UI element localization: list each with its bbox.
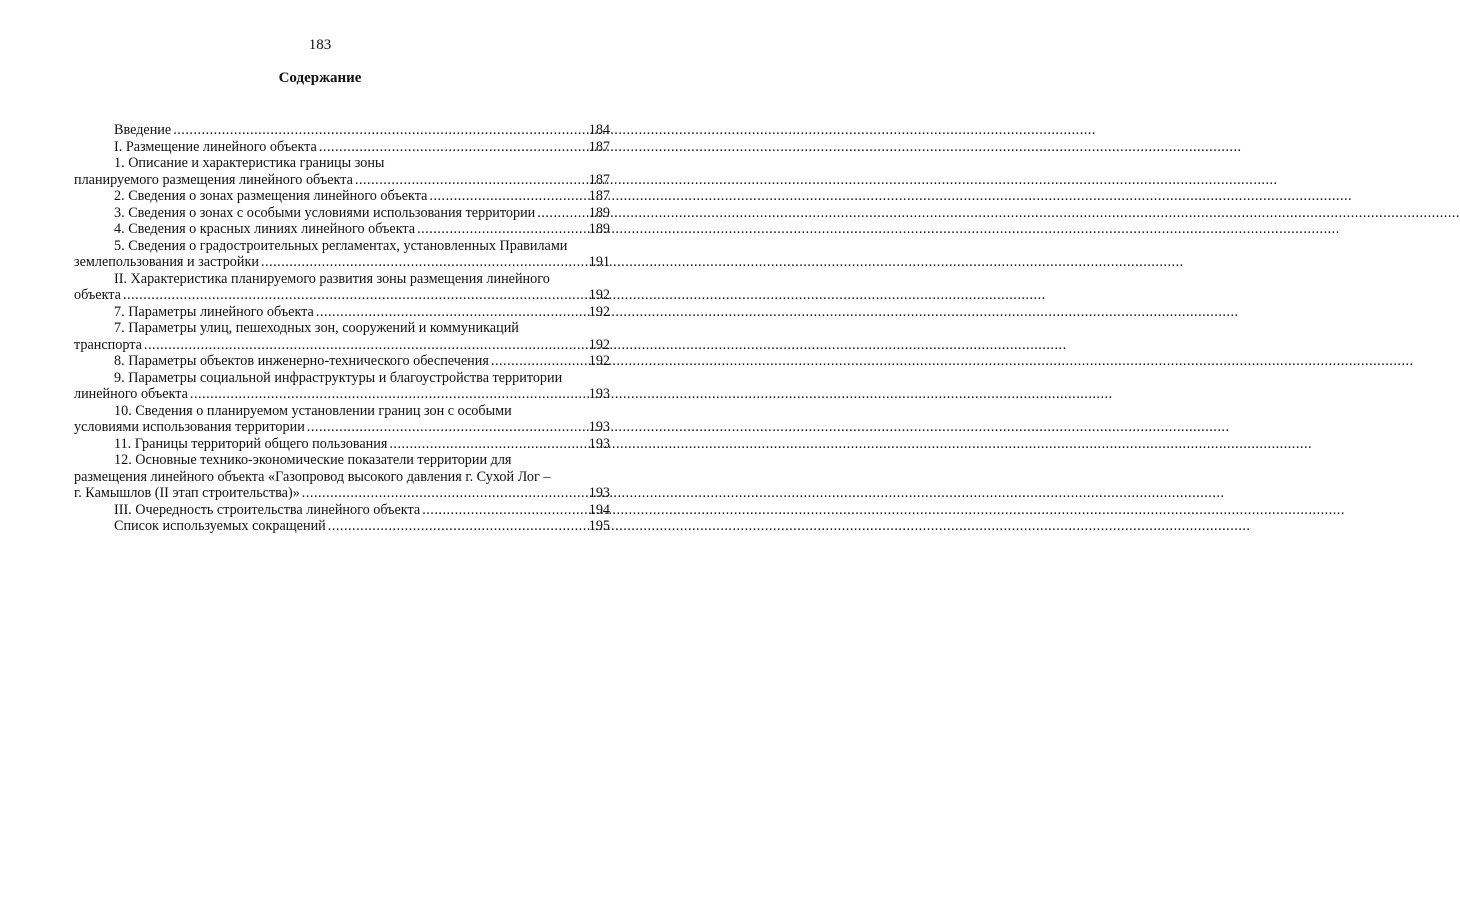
toc-entry-text: Список используемых сокращений [114, 518, 326, 534]
toc-entry [74, 221, 610, 238]
toc-page-number: 187 [588, 188, 610, 204]
toc-entry-text: 10. Сведения о планируемом установлении границ зон с особыми [114, 402, 512, 419]
toc-entry-text: 5. Сведения о градостроительных регламентах, установленных Правилами [114, 237, 568, 254]
toc-entry-text: 1. Описание и характеристика границы зоны [114, 155, 385, 171]
toc-page-number: 195 [588, 518, 610, 534]
dot-leader [537, 205, 584, 222]
dot-leader [190, 386, 584, 403]
dot-leader [316, 304, 584, 321]
toc-entry-text: размещения линейного объекта «Газопровод высокого давления г. Сухой Лог – [74, 468, 551, 485]
dot-leader [491, 353, 584, 370]
dot-leader [422, 502, 584, 519]
toc-entry-line [74, 452, 610, 469]
toc-entry [74, 238, 610, 271]
toc-page-number: 193 [588, 485, 610, 501]
toc-entry-line [74, 122, 610, 139]
toc-page-number: 192 [588, 353, 610, 369]
toc-entry [74, 139, 610, 156]
toc-title: Содержание [278, 70, 362, 86]
toc-entry-text: 7. Параметры линейного объекта [114, 303, 314, 320]
toc-entry-line [74, 403, 610, 420]
toc-entry-text: 11. Границы территорий общего пользования [114, 435, 388, 452]
toc-entry-line [74, 205, 610, 222]
toc-entry-line [74, 271, 610, 288]
dot-leader [144, 337, 584, 354]
toc-page-number: 189 [588, 204, 610, 221]
toc-entry-continuation [74, 419, 610, 436]
toc-entry-text: II. Характеристика планируемого развития зоны размещения линейного [114, 270, 550, 287]
toc-entry-continuation [74, 337, 610, 354]
toc-page-number: 193 [588, 435, 610, 452]
dot-leader [123, 287, 584, 304]
toc-page-number: 193 [588, 419, 610, 435]
toc-entry [74, 502, 610, 519]
dot-leader [417, 221, 584, 238]
toc-entry-line [74, 320, 610, 337]
toc-entry-continuation [74, 386, 610, 403]
toc-page-number: 191 [588, 254, 610, 270]
toc-entry [74, 518, 610, 535]
toc-page-number: 194 [588, 501, 610, 518]
toc-entry [74, 403, 610, 436]
toc-entry-text: I. Размещение линейного объекта [114, 138, 317, 155]
toc-page-number: 192 [588, 303, 610, 320]
toc-entry-text: условиями использования территории [74, 419, 305, 435]
toc-entry-text: 4. Сведения о красных линиях линейного объекта [114, 221, 416, 237]
table-of-contents [74, 122, 610, 535]
toc-entry-text: землепользования и застройки [74, 254, 259, 270]
toc-entry-line [74, 139, 610, 156]
toc-entry-text: Введение [114, 122, 172, 138]
toc-page-number: 189 [588, 221, 610, 237]
toc-entry-line [74, 221, 610, 238]
toc-entry-line [74, 436, 610, 453]
toc-entry-text: г. Камышлов (II этап строительства)» [74, 485, 300, 501]
toc-entry [74, 436, 610, 453]
toc-entry-text: 2. Сведения о зонах размещения линейного объекта [114, 188, 428, 204]
toc-entry-text: планируемого размещения линейного объекта [74, 171, 353, 188]
toc-entry-line [74, 238, 610, 255]
dot-leader [429, 188, 584, 205]
toc-page-number: 184 [588, 122, 610, 138]
toc-entry-line [74, 353, 610, 370]
toc-entry [74, 320, 610, 353]
toc-entry [74, 271, 610, 304]
toc-entry [74, 370, 610, 403]
toc-entry-line [74, 304, 610, 321]
toc-entry-continuation [74, 469, 610, 486]
toc-entry-line [74, 155, 610, 172]
toc-entry-continuation [74, 254, 610, 271]
toc-entry-continuation [74, 287, 610, 304]
dot-leader [173, 122, 584, 139]
toc-entry [74, 122, 610, 139]
toc-entry-line [74, 370, 610, 387]
toc-entry [74, 205, 610, 222]
toc-entry-text: объекта [74, 287, 121, 303]
toc-entry-line [74, 188, 610, 205]
toc-page-number: 187 [588, 171, 610, 188]
toc-page-number: 192 [588, 336, 610, 353]
toc-entry-text: III. Очередность строительства линейного объекта [114, 501, 421, 518]
page-number: 183 [308, 37, 332, 53]
dot-leader [355, 172, 584, 189]
toc-page-number: 192 [588, 287, 610, 303]
toc-entry [74, 304, 610, 321]
toc-entry-text: 8. Параметры объектов инженерно-технического обеспечения [114, 353, 489, 369]
toc-entry [74, 155, 610, 188]
dot-leader [389, 436, 584, 453]
toc-entry-text: транспорта [74, 336, 142, 353]
dot-leader [328, 518, 584, 535]
toc-entry-continuation [74, 485, 610, 502]
toc-entry-text: 7. Параметры улиц, пешеходных зон, сооружений и коммуникаций [114, 320, 519, 336]
dot-leader [302, 485, 584, 502]
toc-page-number: 187 [588, 138, 610, 155]
toc-entry [74, 452, 610, 502]
toc-entry [74, 353, 610, 370]
dot-leader [261, 254, 584, 271]
toc-entry [74, 188, 610, 205]
toc-entry-line [74, 518, 610, 535]
dot-leader [307, 419, 584, 436]
dot-leader [319, 139, 584, 156]
toc-page-number: 193 [588, 386, 610, 402]
toc-entry-text: линейного объекта [74, 386, 188, 402]
toc-entry-text: 9. Параметры социальной инфраструктуры и благоустройства территории [114, 369, 563, 386]
toc-entry-text: 12. Основные технико-экономические показатели территории для [114, 452, 512, 468]
toc-entry-line [74, 502, 610, 519]
document-page [0, 0, 640, 905]
toc-entry-continuation [74, 172, 610, 189]
toc-entry-text: 3. Сведения о зонах с особыми условиями использования территории [114, 204, 536, 221]
